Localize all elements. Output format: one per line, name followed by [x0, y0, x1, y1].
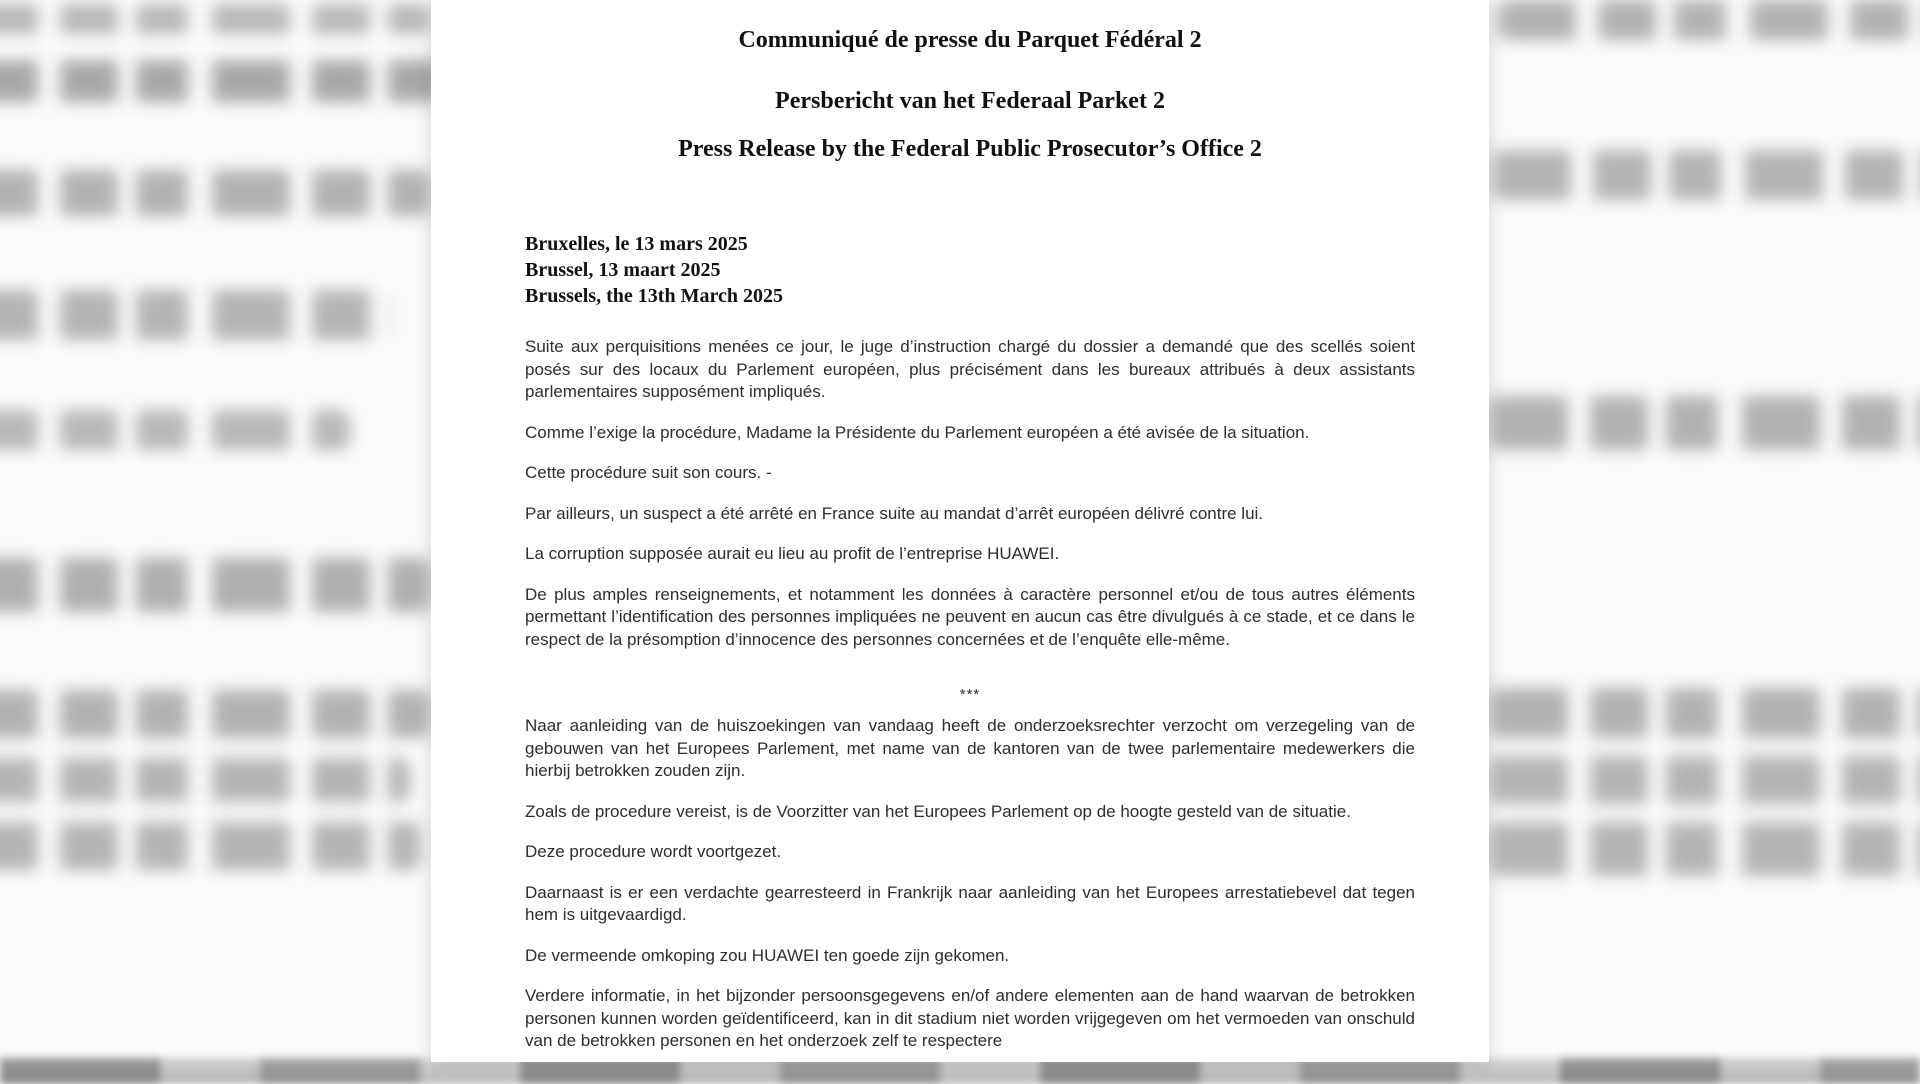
blurred-text-line	[1498, 0, 1920, 40]
blurred-text-line	[1490, 756, 1920, 804]
paragraph-fr-2: Comme l’exige la procédure, Madame la Présidente du Parlement européen a été avisée de la situation.	[525, 422, 1310, 442]
paragraph-nl-6: Verdere informatie, in het bijzonder persoonsgegevens en/of andere elementen aan de hand waarvan de betrokken personen kunnen worden geïdentificeerd, kan in dit stadium niet worden vrijgegeven om het vermoeden van onschuld van de betrokken personen en het onderzoek zelf te respectere	[525, 986, 1415, 1050]
blurred-text-line	[0, 822, 420, 870]
blurred-text-line	[1493, 150, 1920, 200]
paragraph-nl-5: De vermeende omkoping zou HUAWEI ten goede zijn gekomen.	[525, 945, 1010, 965]
title-french: Communiqué de presse du Parquet Fédéral 2	[738, 27, 1202, 53]
section-separator: ***	[959, 686, 981, 703]
paragraph-nl-2: Zoals de procedure vereist, is de Voorzitter van het Europees Parlement op de hoogte gesteld van de situatie.	[525, 801, 1351, 821]
blurred-text-line	[0, 758, 410, 802]
blurred-text-line	[1490, 396, 1920, 450]
blurred-text-line	[0, 558, 430, 612]
paragraph-fr-1: Suite aux perquisitions menées ce jour, le juge d’instruction chargé du dossier a demandé que des scellés soient posés sur des locaux du Parlement européen, plus précisément dans les bureaux attribués à deux assistants parlementaires supposément impliqués.	[525, 337, 1415, 401]
paragraph-fr-3: Cette procédure suit son cours. -	[525, 463, 772, 482]
press-release-page	[431, 0, 1489, 1062]
blurred-text-line	[0, 410, 350, 450]
dateline-french: Bruxelles, le 13 mars 2025	[525, 233, 748, 255]
paragraph-fr-5: La corruption supposée aurait eu lieu au profit de l’entreprise HUAWEI.	[525, 544, 1060, 563]
title-dutch: Persbericht van het Federaal Parket 2	[775, 88, 1165, 114]
title-english: Press Release by the Federal Public Prosecutor’s Office 2	[678, 136, 1262, 162]
paragraph-fr-4: Par ailleurs, un suspect a été arrêté en France suite au mandat d’arrêt européen délivré contre lui.	[525, 503, 1264, 523]
paragraph-nl-3: Deze procedure wordt voortgezet.	[525, 842, 782, 861]
blurred-text-line	[0, 290, 390, 340]
dateline-block	[525, 231, 1415, 309]
blurred-text-line	[0, 690, 430, 738]
page-content	[525, 0, 1415, 1071]
blurred-text-line	[1490, 822, 1920, 876]
blurred-text-line	[0, 170, 430, 216]
dateline-dutch: Brussel, 13 maart 2025	[525, 259, 721, 281]
paragraph-nl-4: Daarnaast is er een verdachte gearresteerd in Frankrijk naar aanleiding van het Europees arrestatiebevel dat tegen hem is uitgevaardigd.	[525, 882, 1415, 924]
blurred-text-line	[1490, 688, 1920, 738]
blurred-text-line	[0, 60, 440, 102]
french-section	[525, 336, 1415, 651]
paragraph-fr-6: De plus amples renseignements, et notamment les données à caractère personnel et/ou de tous autres éléments permettant l’identification des personnes impliquées ne peuvent en aucun cas être divulgués à ce stade, et ce dans le respect de la présomption d’innocence des personnes concernées et de l’enquête elle-même.	[525, 584, 1415, 649]
dateline-english: Brussels, the 13th March 2025	[525, 285, 783, 307]
blurred-text-line	[0, 4, 430, 34]
paragraph-nl-1: Naar aanleiding van de huiszoekingen van vandaag heeft de onderzoeksrechter verzocht om verzegeling van de gebouwen van het Europees Parlement, met name van de kantoren van de twee parlementaire medewerkers die hierbij betrokken zouden zijn.	[525, 716, 1415, 780]
dutch-section	[525, 715, 1415, 1053]
